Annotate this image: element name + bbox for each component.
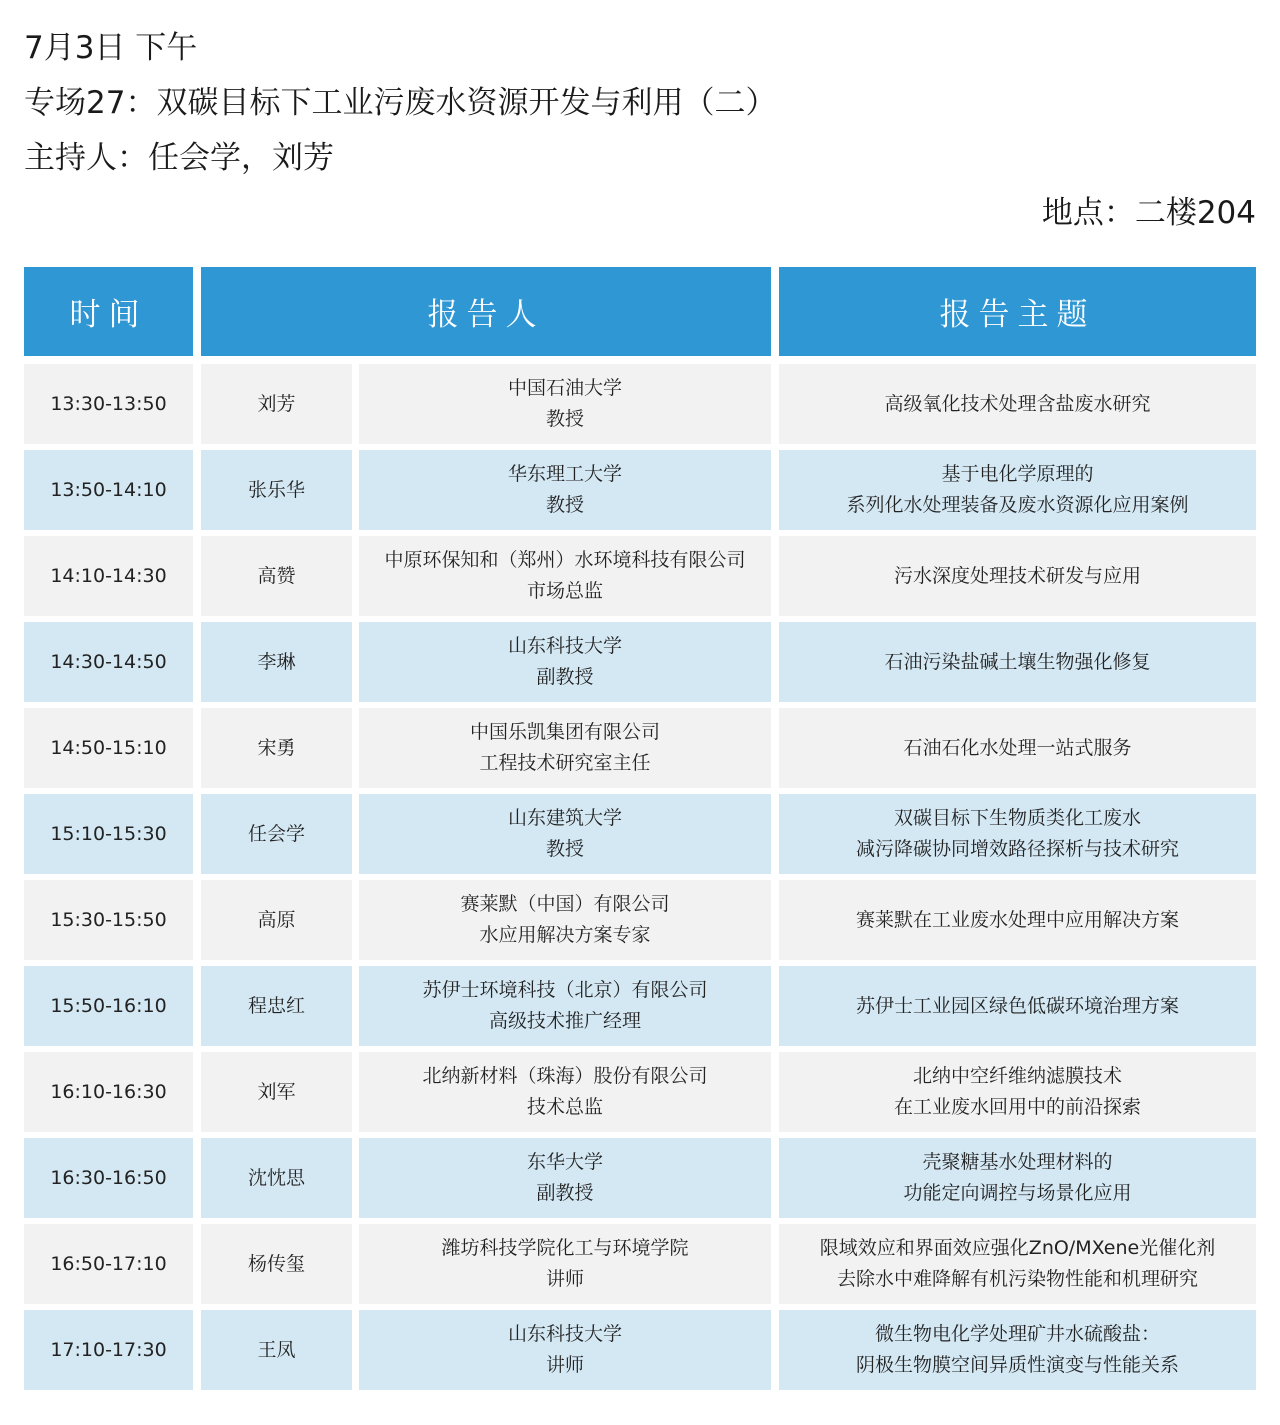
row-topic — [779, 622, 1256, 702]
row-speaker-affiliation-line: 东华大学 — [526, 1151, 603, 1173]
row-speaker-affiliation-line: 中国乐凯集团有限公司 — [469, 721, 660, 743]
row-topic — [779, 1224, 1256, 1304]
row-speaker-affiliation — [359, 966, 771, 1046]
row-speaker-name-text: 杨传玺 — [247, 1252, 305, 1275]
row-time-text: 15:30-15:50 — [50, 908, 167, 931]
session-title: 专场27：双碳目标下工业污废水资源开发与利用（二） — [24, 85, 777, 121]
row-speaker-affiliation-line: 水应用解决方案专家 — [479, 924, 651, 946]
row-topic-line: 赛莱默在工业废水处理中应用解决方案 — [855, 908, 1179, 931]
row-speaker-name-text: 高赞 — [257, 564, 296, 587]
row-speaker-name — [201, 1224, 352, 1304]
row-topic-line: 基于电化学原理的 — [941, 463, 1094, 485]
row-time-text: 17:10-17:30 — [50, 1338, 167, 1361]
row-topic-line: 系列化水处理装备及废水资源化应用案例 — [846, 494, 1189, 516]
row-speaker-affiliation-line: 山东科技大学 — [507, 1323, 622, 1345]
row-time-text: 13:50-14:10 — [50, 478, 167, 501]
session-venue: 地点：二楼204 — [1041, 195, 1256, 231]
row-time-text: 14:30-14:50 — [50, 650, 167, 673]
column-header-topic: 报告主题 — [779, 267, 1256, 356]
row-speaker-affiliation-line: 高级技术推广经理 — [488, 1010, 641, 1032]
row-speaker-affiliation — [359, 1138, 771, 1218]
row-speaker-name — [201, 708, 352, 788]
row-speaker-affiliation-line: 赛莱默（中国）有限公司 — [460, 893, 670, 915]
row-time — [24, 880, 193, 960]
row-speaker-affiliation-line: 教授 — [545, 494, 584, 516]
row-speaker-name — [201, 364, 352, 444]
row-topic-line: 石油石化水处理一站式服务 — [903, 736, 1132, 759]
row-speaker-name — [201, 1052, 352, 1132]
row-time — [24, 794, 193, 874]
row-topic — [779, 708, 1256, 788]
row-speaker-affiliation — [359, 450, 771, 530]
row-speaker-affiliation-line: 教授 — [545, 408, 584, 430]
row-speaker-name-text: 任会学 — [247, 822, 305, 845]
row-speaker-affiliation — [359, 794, 771, 874]
row-speaker-affiliation-line: 山东科技大学 — [507, 635, 622, 657]
row-speaker-name-text: 程忠红 — [247, 994, 305, 1017]
column-header-speaker: 报告人 — [201, 267, 771, 356]
row-speaker-affiliation — [359, 622, 771, 702]
row-speaker-affiliation — [359, 1310, 771, 1390]
row-topic-line: 石油污染盐碱土壤生物强化修复 — [884, 650, 1151, 673]
row-speaker-affiliation — [359, 1224, 771, 1304]
row-time-text: 16:50-17:10 — [50, 1252, 167, 1275]
row-speaker-affiliation-line: 北纳新材料（珠海）股份有限公司 — [422, 1065, 708, 1087]
row-speaker-affiliation — [359, 536, 771, 616]
row-topic-line: 污水深度处理技术研发与应用 — [893, 564, 1141, 587]
row-topic-line: 阴极生物膜空间异质性演变与性能关系 — [855, 1354, 1179, 1376]
row-speaker-affiliation-line: 讲师 — [545, 1268, 584, 1290]
row-topic-line: 减污降碳协同增效路径探析与技术研究 — [855, 838, 1179, 860]
row-time — [24, 450, 193, 530]
row-speaker-affiliation-line: 华东理工大学 — [507, 463, 622, 485]
row-speaker-affiliation-line: 山东建筑大学 — [507, 807, 622, 829]
row-time — [24, 708, 193, 788]
row-topic-line: 在工业废水回用中的前沿探索 — [893, 1096, 1141, 1118]
row-time — [24, 622, 193, 702]
row-speaker-affiliation-line: 潍坊科技学院化工与环境学院 — [441, 1237, 689, 1259]
row-time — [24, 1052, 193, 1132]
row-time — [24, 1138, 193, 1218]
row-speaker-name-text: 王凤 — [257, 1338, 296, 1361]
row-topic — [779, 1138, 1256, 1218]
row-speaker-affiliation-line: 技术总监 — [526, 1096, 603, 1118]
row-speaker-name-text: 宋勇 — [257, 736, 296, 759]
row-speaker-name — [201, 966, 352, 1046]
row-topic — [779, 794, 1256, 874]
row-topic — [779, 1052, 1256, 1132]
row-speaker-affiliation-line: 苏伊士环境科技（北京）有限公司 — [422, 979, 708, 1001]
row-topic-line: 壳聚糖基水处理材料的 — [922, 1151, 1113, 1173]
row-time — [24, 966, 193, 1046]
row-speaker-affiliation — [359, 708, 771, 788]
row-speaker-affiliation-line: 讲师 — [545, 1354, 584, 1376]
row-speaker-affiliation-line: 副教授 — [536, 1182, 594, 1204]
row-speaker-affiliation-line: 市场总监 — [526, 580, 603, 602]
row-time — [24, 1224, 193, 1304]
row-time-text: 16:10-16:30 — [50, 1080, 167, 1103]
row-time-text: 16:30-16:50 — [50, 1166, 167, 1189]
row-speaker-affiliation — [359, 880, 771, 960]
row-speaker-name-text: 刘军 — [257, 1080, 296, 1103]
row-topic-line: 双碳目标下生物质类化工废水 — [893, 807, 1141, 829]
row-time-text: 14:10-14:30 — [50, 564, 167, 587]
row-topic-line: 微生物电化学处理矿井水硫酸盐： — [874, 1323, 1160, 1345]
row-time — [24, 1310, 193, 1390]
column-header-time: 时间 — [24, 267, 193, 356]
row-speaker-affiliation-line: 副教授 — [536, 666, 594, 688]
row-topic — [779, 1310, 1256, 1390]
row-speaker-name-text: 沈忱思 — [247, 1166, 305, 1189]
row-time-text: 15:50-16:10 — [50, 994, 167, 1017]
row-speaker-name — [201, 1310, 352, 1390]
row-topic — [779, 450, 1256, 530]
row-time — [24, 364, 193, 444]
row-speaker-name — [201, 536, 352, 616]
row-speaker-name — [201, 1138, 352, 1218]
session-date: 7月3日 下午 — [24, 30, 198, 66]
row-time — [24, 536, 193, 616]
row-topic — [779, 536, 1256, 616]
row-topic-line: 限域效应和界面效应强化ZnO/MXene光催化剂 — [819, 1237, 1216, 1259]
row-topic — [779, 966, 1256, 1046]
row-speaker-name — [201, 794, 352, 874]
row-speaker-name-text: 刘芳 — [257, 392, 296, 415]
row-topic-line: 高级氧化技术处理含盐废水研究 — [884, 392, 1151, 415]
row-speaker-affiliation-line: 工程技术研究室主任 — [479, 752, 651, 774]
row-speaker-name-text: 张乐华 — [247, 478, 305, 501]
row-topic-line: 北纳中空纤维纳滤膜技术 — [912, 1065, 1122, 1087]
row-speaker-name-text: 李琳 — [257, 650, 296, 673]
row-speaker-affiliation-line: 中国石油大学 — [507, 377, 622, 399]
row-speaker-name-text: 高原 — [257, 908, 296, 931]
session-hosts: 主持人：任会学，刘芳 — [24, 140, 334, 176]
row-speaker-affiliation-line: 教授 — [545, 838, 584, 860]
row-speaker-affiliation-line: 中原环保知和（郑州）水环境科技有限公司 — [384, 549, 746, 571]
row-speaker-affiliation — [359, 1052, 771, 1132]
row-topic — [779, 364, 1256, 444]
row-topic-line: 功能定向调控与场景化应用 — [903, 1182, 1132, 1204]
row-speaker-affiliation — [359, 364, 771, 444]
row-speaker-name — [201, 450, 352, 530]
row-topic-line: 去除水中难降解有机污染物性能和机理研究 — [836, 1268, 1198, 1290]
row-speaker-name — [201, 880, 352, 960]
row-topic-line: 苏伊士工业园区绿色低碳环境治理方案 — [855, 994, 1179, 1017]
row-time-text: 15:10-15:30 — [50, 822, 167, 845]
row-time-text: 13:30-13:50 — [50, 392, 167, 415]
row-speaker-name — [201, 622, 352, 702]
row-time-text: 14:50-15:10 — [50, 736, 167, 759]
row-topic — [779, 880, 1256, 960]
